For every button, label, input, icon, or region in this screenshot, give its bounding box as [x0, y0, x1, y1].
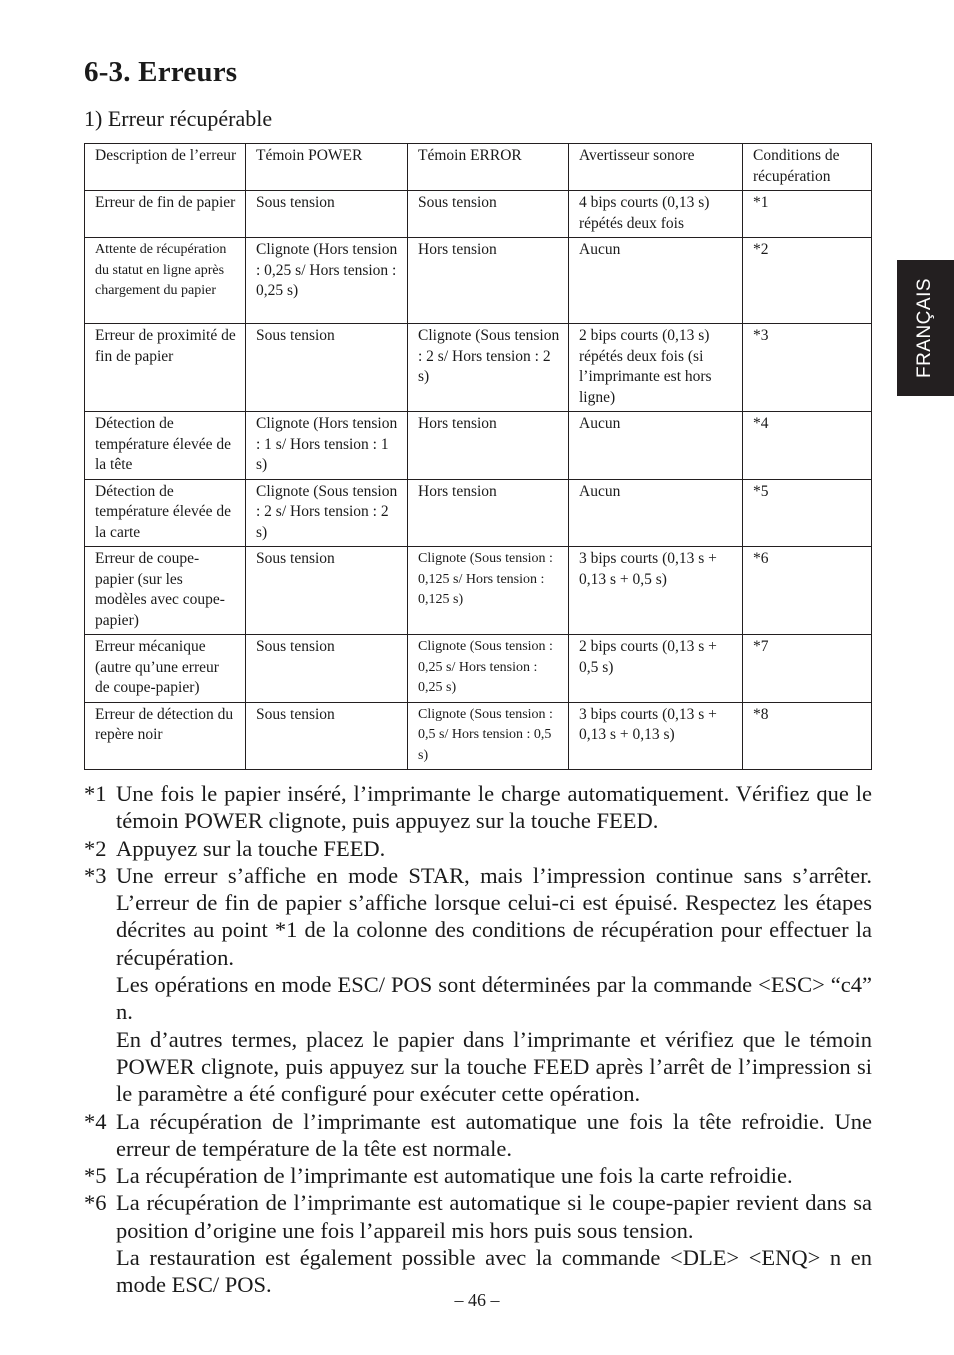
table-cell: Hors tension: [408, 238, 569, 324]
header-cell: Avertisseur sonore: [569, 144, 743, 191]
table-cell: Détection de température élevée de la tête: [85, 412, 246, 480]
table-cell: Sous tension: [246, 324, 408, 412]
table-cell: Erreur de fin de papier: [85, 191, 246, 238]
table-row: [85, 412, 872, 480]
footnote: [84, 780, 872, 835]
header-cell: Conditions de récupération: [743, 144, 872, 191]
table-cell: Erreur de détection du repère noir: [85, 702, 246, 770]
table-cell: Aucun: [569, 479, 743, 547]
table-row: [85, 702, 872, 770]
table-cell: Sous tension: [246, 191, 408, 238]
footnote: [84, 1108, 872, 1163]
table-cell: *5: [743, 479, 872, 547]
table-cell: 3 bips courts (0,13 s + 0,13 s + 0,5 s): [569, 547, 743, 635]
table-cell: Attente de récupération du statut en ligne après chargement du papier: [85, 238, 246, 324]
table-row: [85, 479, 872, 547]
table-row: [85, 324, 872, 412]
footnotes: [84, 780, 872, 1299]
footnote-text: Une erreur s’affiche en mode STAR, mais l’impression continue sans s’arrêter. L’erreur de fin de papier s’affiche lorsque celui-ci est épuisé. Respectez les étapes décrites au point *1 de la colonne des conditions de récupération pour effectuer la récupération.: [116, 862, 872, 970]
table-cell: *1: [743, 191, 872, 238]
table-cell: Clignote (Hors tension : 1 s/ Hors tension : 1 s): [246, 412, 408, 480]
language-tab-label: FRANÇAIS: [914, 277, 936, 379]
page-number: – 46 –: [454, 1290, 500, 1310]
table-cell: Sous tension: [408, 191, 569, 238]
footnote: [84, 835, 872, 862]
table-cell: Clignote (Hors tension : 0,25 s/ Hors tension : 0,25 s): [246, 238, 408, 324]
footnote-text: La restauration est également possible avec la commande <DLE> <ENQ> n en mode ESC/ POS.: [116, 1245, 872, 1298]
footnote-number: *6: [84, 1190, 107, 1216]
footnote-text: La récupération de l’imprimante est automatique une fois la carte refroidie.: [116, 1163, 793, 1189]
header-cell: Témoin ERROR: [408, 144, 569, 191]
table-cell: *3: [743, 324, 872, 412]
table-cell: Aucun: [569, 238, 743, 324]
table-cell: Erreur de proximité de fin de papier: [85, 324, 246, 412]
table-cell: *4: [743, 412, 872, 480]
page-title: 6-3. Erreurs: [84, 56, 238, 88]
footnote-number: *2: [84, 835, 107, 861]
footnote-number: *3: [84, 862, 107, 888]
table-cell: *8: [743, 702, 872, 770]
table-cell: Hors tension: [408, 412, 569, 480]
footnote-text: Les opérations en mode ESC/ POS sont déterminées par la commande <ESC> “c4” n.: [116, 972, 872, 1025]
footnote-text: Appuyez sur la touche FEED.: [116, 835, 386, 861]
table-cell: 2 bips courts (0,13 s + 0,5 s): [569, 635, 743, 703]
section-subtitle: 1) Erreur récupérable: [84, 106, 273, 131]
table-cell: Hors tension: [408, 479, 569, 547]
table-cell: 4 bips courts (0,13 s) répétés deux fois: [569, 191, 743, 238]
footnote-text: Une fois le papier inséré, l’imprimante le charge automatiquement. Vérifiez que le témoin POWER clignote, puis appuyez sur la touche FEED.: [116, 781, 872, 834]
table-cell: *2: [743, 238, 872, 324]
table-cell: Clignote (Sous tension : 0,5 s/ Hors tension : 0,5 s): [408, 702, 569, 770]
footnote: [84, 1162, 872, 1189]
footnote-text: La récupération de l’imprimante est automatique une fois la tête refroidie. Une erreur de température de la tête est normale.: [116, 1108, 872, 1161]
table-cell: Clignote (Sous tension : 0,25 s/ Hors tension : 0,25 s): [408, 635, 569, 703]
header-cell: Témoin POWER: [246, 144, 408, 191]
table-cell: Sous tension: [246, 702, 408, 770]
table-cell: Aucun: [569, 412, 743, 480]
table-row: [85, 191, 872, 238]
footnote-text: En d’autres termes, placez le papier dans l’imprimante et vérifiez que le témoin POWER clignote, puis appuyez sur la touche FEED après l’arrêt de l’impression si le paramètre a été configuré pour exécuter cette opération.: [116, 1026, 872, 1107]
table-row: [85, 238, 872, 324]
table-cell: *6: [743, 547, 872, 635]
footnote-number: *4: [84, 1108, 107, 1134]
table-cell: Sous tension: [246, 547, 408, 635]
footnote-number: *1: [84, 781, 107, 806]
table-cell: Erreur de coupe-papier (sur les modèles avec coupe-papier): [85, 547, 246, 635]
footnote: [84, 862, 872, 1108]
table-cell: Sous tension: [246, 635, 408, 703]
footnote-number: *5: [84, 1163, 107, 1189]
footnote: [84, 1189, 872, 1298]
table-cell: *7: [743, 635, 872, 703]
footnote-text: La récupération de l’imprimante est automatique si le coupe-papier revient dans sa position d’origine une fois l’appareil mis hors puis sous tension.: [116, 1190, 872, 1243]
table-cell: Clignote (Sous tension : 2 s/ Hors tension : 2 s): [408, 324, 569, 412]
error-table: [84, 143, 872, 770]
table-cell: 2 bips courts (0,13 s) répétés deux fois (si l’imprimante est hors ligne): [569, 324, 743, 412]
table-header-row: [85, 144, 872, 191]
table-row: [85, 547, 872, 635]
table-cell: Clignote (Sous tension : 0,125 s/ Hors tension : 0,125 s): [408, 547, 569, 635]
table-cell: Clignote (Sous tension : 2 s/ Hors tension : 2 s): [246, 479, 408, 547]
table-row: [85, 635, 872, 703]
table-cell: Détection de température élevée de la carte: [85, 479, 246, 547]
language-tab: [897, 260, 954, 396]
header-cell: Description de l’erreur: [85, 144, 246, 191]
table-cell: 3 bips courts (0,13 s + 0,13 s + 0,13 s): [569, 702, 743, 770]
table-cell: Erreur mécanique (autre qu’une erreur de coupe-papier): [85, 635, 246, 703]
